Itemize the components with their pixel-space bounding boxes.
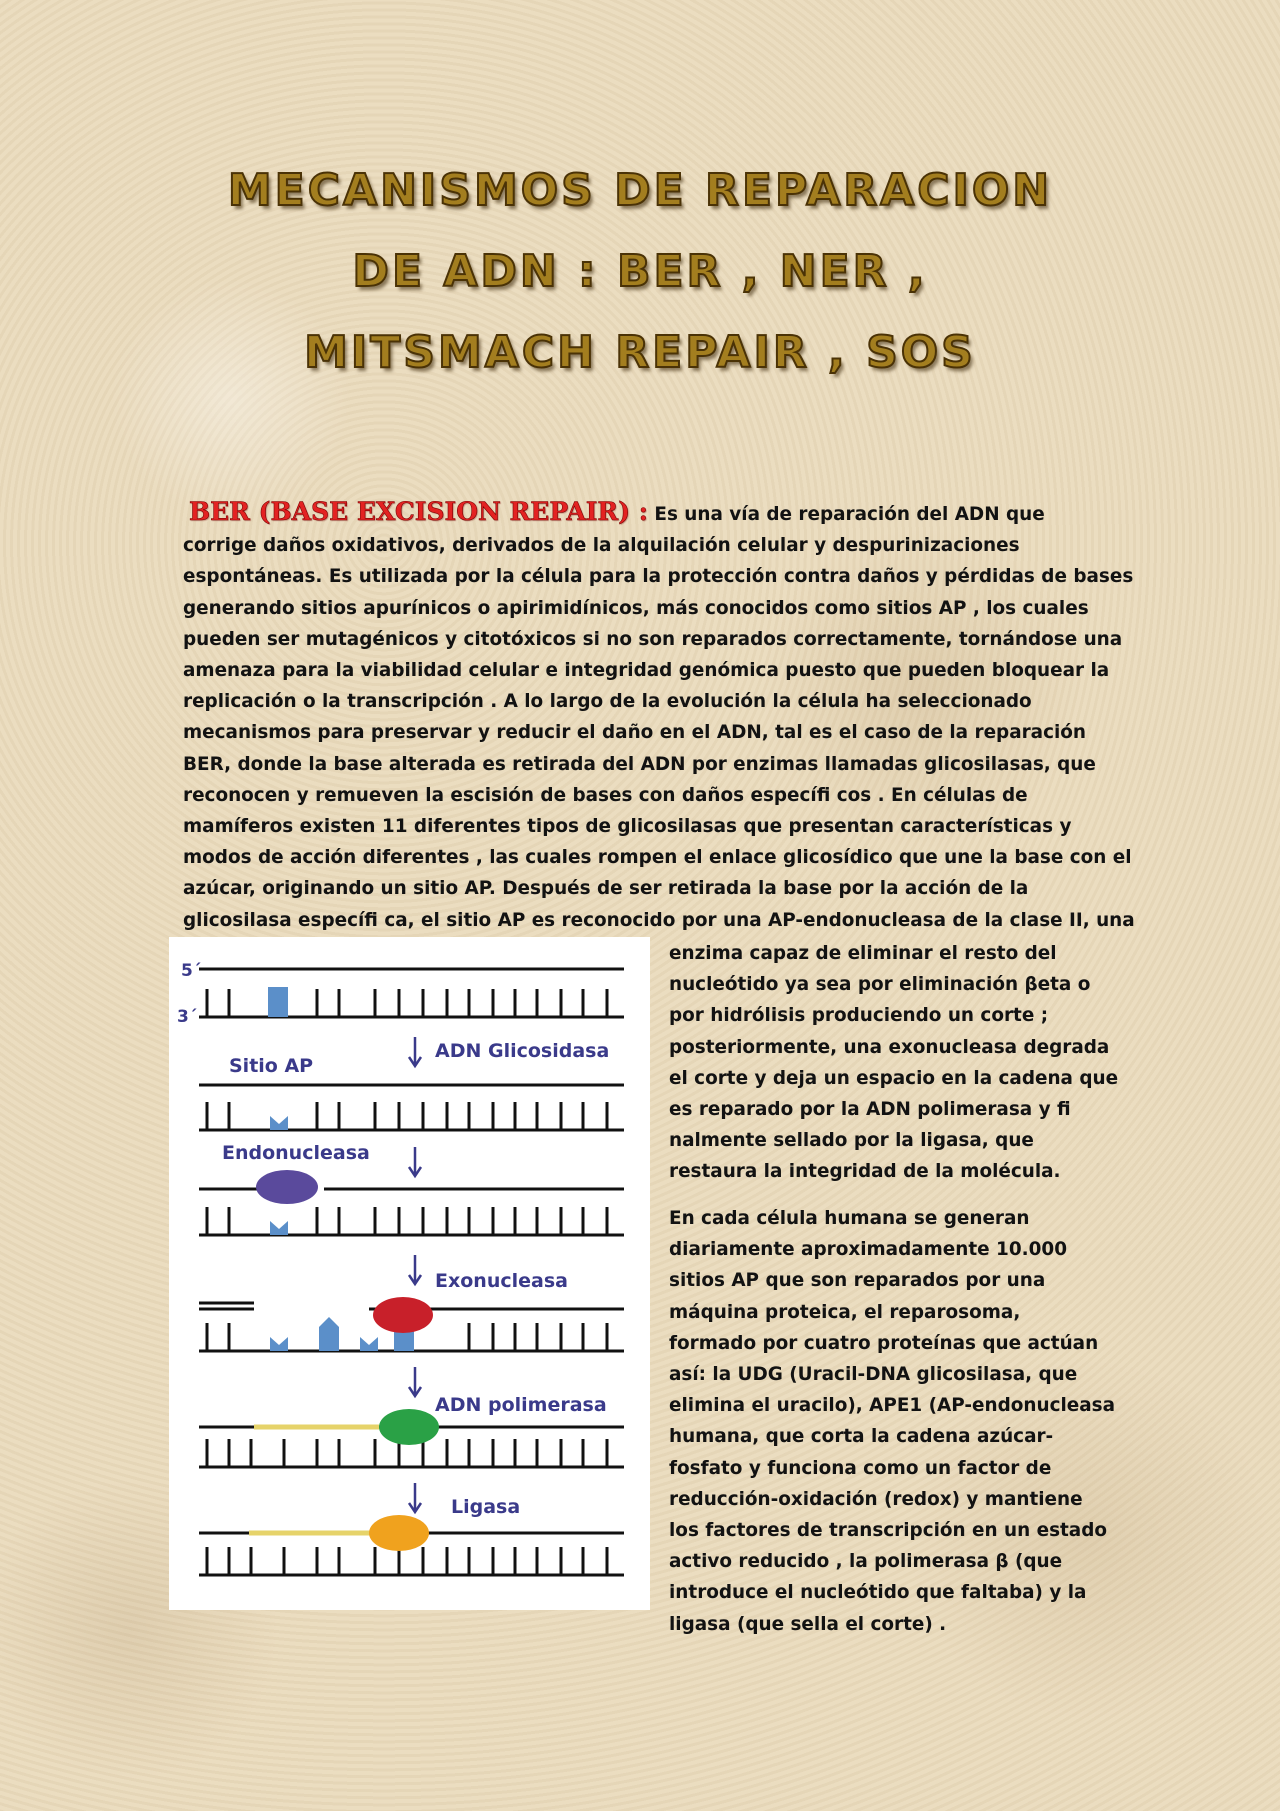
step-label-ligasa: Ligasa [451,1496,521,1518]
p2-line-4: formado por cuatro proteínas que actúan [669,1332,1099,1354]
ligase-enzyme [369,1515,429,1551]
step-label-exonucleasa: Exonucleasa [435,1270,568,1292]
ber-line-11: modos de acción diferentes , las cuales rompen el enlace glicosídico que une la base con el [183,847,1132,869]
p2-line-10: los factores de transcripción en un estado [669,1520,1108,1542]
p2-line-11: activo reducido , la polimerasa β (que [669,1551,1063,1573]
label-sitio-ap: Sitio AP [229,1055,314,1077]
label-5-prime: 5´ [181,961,202,981]
p2-line-6: elimina el uracilo), APE1 (AP-endonucleasa [669,1395,1116,1417]
ber-line-2: espontáneas. Es utilizada por la célula para la protección contra daños y pérdidas de bases [183,566,1134,588]
step-label-endonucleasa: Endonucleasa [222,1142,370,1164]
reparosoma-paragraph [669,1203,1114,1640]
ber-paragraph [183,496,1135,936]
ber-line-8: BER, donde la base alterada es retirada del ADN por enzimas llamadas glicosilasas, que [183,753,1096,775]
page-title [150,150,1130,393]
ber-line-12: azúcar, originando un sitio AP. Después de ser retirada la base por la acción de la [183,878,1029,900]
p2-line-12: introduce el nucleótido que faltaba) y la [669,1582,1087,1604]
p2-line-13: ligasa (que sella el corte) . [669,1613,947,1635]
right-line-2: por hidrólisis produciendo un corte ; [669,1005,1049,1027]
right-line-7: restaura la integridad de la molécula. [669,1161,1061,1183]
right-line-0: enzima capaz de eliminar el resto del [669,943,1057,964]
p2-line-5: así: la UDG (Uracil-DNA glicosilasa, que [669,1364,1078,1386]
ber-line-10: mamíferos existen 11 diferentes tipos de glicosilasas que presentan características y [183,816,1072,838]
ber-line-3: generando sitios apurínicos o apirimidínicos, más conocidos como sitios AP , los cuales [183,597,1089,619]
p2-line-9: reducción-oxidación (redox) y mantiene [669,1488,1083,1510]
label-3-prime: 3´ [177,1007,198,1027]
ber-line-6: replicación o la transcripción . A lo largo de la evolución la célula ha seleccionado [183,691,1032,713]
ber-line-1: corrige daños oxidativos, derivados de la alquilación celular y despurinizaciones [183,535,1020,557]
title-line-1: MECANISMOS DE REPARACION [227,165,1053,216]
p2-line-8: fosfato y funciona como un factor de [669,1457,1052,1479]
ber-line-4: pueden ser mutagénicos y citotóxicos si no son reparados correctamente, tornándose una [183,628,1123,650]
p2-line-2: sitios AP que son reparados por una [669,1270,1046,1292]
p2-line-1: diariamente aproximadamente 10.000 [669,1239,1068,1261]
right-line-3: posteriormente, una exonucleasa degrada [669,1036,1110,1058]
title-line-3: MITSMACH REPAIR , SOS [304,327,976,378]
right-line-5: es reparado por la ADN polimerasa y fi [669,1099,1071,1121]
exo-gap-notch-1 [270,1337,288,1351]
right-line-4: el corte y deja un espacio en la cadena que [669,1067,1119,1089]
p2-line-3: máquina proteica, el reparosoma, [669,1301,1021,1323]
p2-line-7: humana, que corta la cadena azúcar- [669,1426,1054,1448]
exo-free-base-1 [319,1317,339,1351]
damaged-base [268,987,288,1017]
ber-continuation [669,938,1119,1188]
ber-line-7: mecanismos para preservar y reducir el daño en el ADN, tal es el caso de la reparación [183,722,1087,744]
exo-gap-notch-2 [360,1337,378,1351]
ber-line-5: amenaza para la viabilidad celular e integridad genómica puesto que pueden bloquear la [183,660,1110,682]
p2-line-0: En cada célula humana se generan [669,1208,1030,1229]
step-label-polimerasa: ADN polimerasa [435,1394,607,1416]
endonuclease-enzyme [256,1170,318,1204]
polymerase-enzyme [379,1409,439,1445]
ber-line-9: reconocen y remueven la escisión de bases con daños específi cos . En células de [183,784,1028,806]
ber-diagram-svg [169,937,650,1610]
right-line-6: nalmente sellado por la ligasa, que [669,1130,1034,1152]
title-line-2: DE ADN : BER , NER , [352,246,928,297]
ap-site-notch-2 [270,1221,288,1235]
step-label-glicosidasa: ADN Glicosidasa [435,1040,610,1062]
ber-line-13: glicosilasa específi ca, el sitio AP es reconocido por una AP-endonucleasa de la clase II, una [183,909,1135,931]
ap-site-notch-1 [270,1116,288,1130]
right-line-1: nucleótido ya sea por eliminación βeta o [669,974,1091,996]
exonuclease-enzyme [373,1297,433,1333]
ber-first-line [183,496,1101,530]
ber-heading: BER (BASE EXCISION REPAIR) : [189,497,648,526]
ber-line-0: Es una vía de reparación del ADN que [654,504,1045,525]
ber-diagram [169,937,650,1610]
